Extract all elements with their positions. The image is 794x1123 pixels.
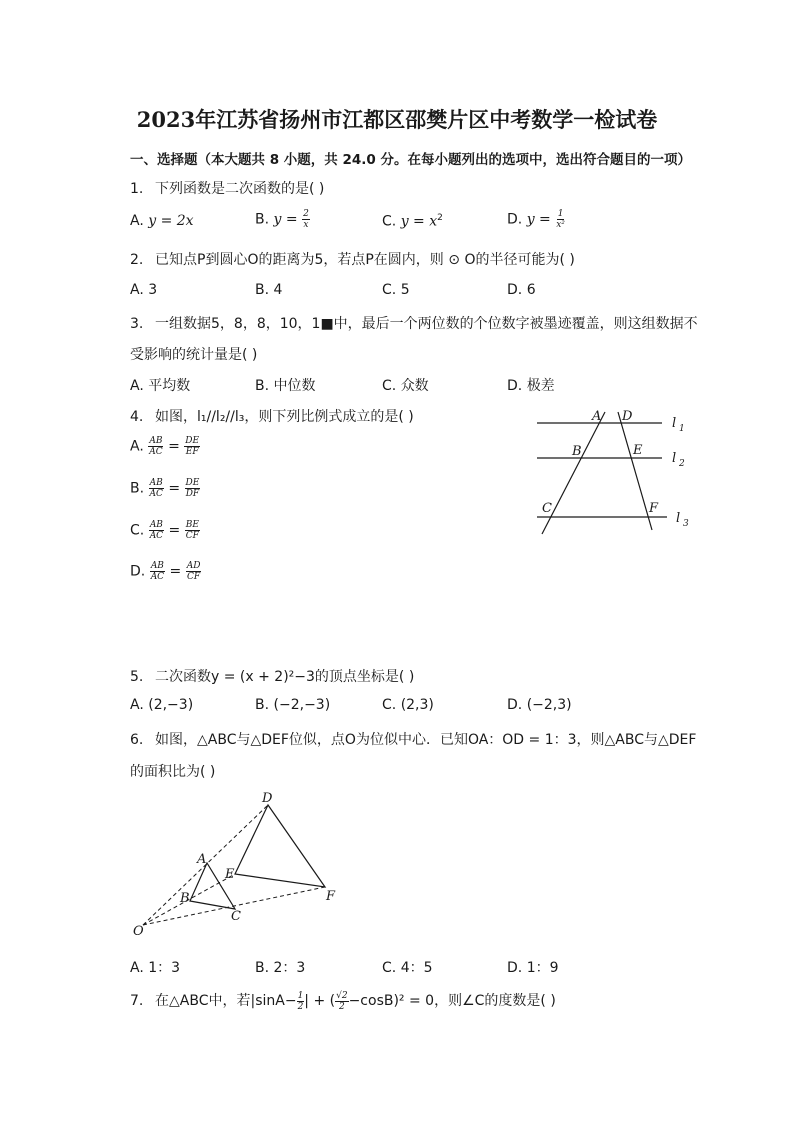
question-number: 6. [130,732,144,748]
option-c[interactable]: C. (2,3) [382,697,434,713]
fraction: $\frac{2}{x}$ [303,209,309,230]
option-c[interactable]: C. 众数 [382,378,429,394]
option-a[interactable]: A. 1：3 [130,960,181,976]
exponent: 2 [437,213,443,223]
question-number: 4. [130,409,144,425]
option-d[interactable]: D. 极差 [507,378,555,394]
option-label: C. [382,213,397,230]
label-c: C [542,501,552,516]
option-b[interactable]: B. 2：3 [255,960,306,976]
fraction: $\frac{√2}{2}$ [336,990,348,1012]
option-a[interactable] [130,213,194,229]
option-c[interactable] [382,213,443,230]
label-d: D [622,409,633,424]
section-heading: 一、选择题（本大题共 8 小题，共 24.0 分。在每小题列出的选项中，选出符合题目的一项） [130,152,692,168]
fraction: $\frac{1}{2}$ [297,990,304,1012]
question-text: 如图，△ABC与△DEF位似，点O为位似中心．已知OA：OD = 1：3，则△ABC与△DEF [155,732,697,748]
option-b[interactable]: B. $\frac{AB}{AC}$ = $\frac{DE}{DF}$ [130,478,200,499]
question-text: 下列函数是二次函数的是( ) [155,181,325,197]
question-5 [130,666,414,686]
homothety-figure [125,788,350,943]
option-a[interactable]: A. (2,−3) [130,697,194,713]
option-b[interactable]: B. 4 [255,282,283,298]
label-e: E [225,867,235,882]
label-l1: l [672,416,677,431]
question-number: 3. [130,316,144,332]
fraction: $\frac{1}{\text{x²}}$ [556,209,565,230]
label-o: O [133,924,144,939]
label-d: D [262,791,273,806]
question-3 [130,313,698,333]
option-math: y = 2x [148,213,194,229]
option-c[interactable]: C. 5 [382,282,410,298]
question-4 [130,406,414,426]
option-label: A. [130,213,144,229]
option-d[interactable] [507,209,566,230]
triangle-def [235,805,325,887]
question-number: 1. [130,181,144,197]
question-text-post: −cosB)² = 0，则∠C的度数是( ) [348,993,556,1009]
question-2 [130,249,575,269]
option-label: B. [255,211,270,228]
question-text-pre: 在△ABC中，若|sinA− [155,993,297,1009]
label-l2-sub: 2 [679,459,685,469]
question-6-line2: 的面积比为( ) [130,764,216,780]
question-1 [130,178,324,198]
option-b[interactable]: B. 中位数 [255,378,316,394]
option-d[interactable]: D. 1：9 [507,960,559,976]
label-b: B [180,891,190,906]
option-a[interactable]: A. 3 [130,282,158,298]
parallel-lines-figure [530,404,700,539]
option-b[interactable]: B. (−2,−3) [255,697,331,713]
transversal-df [618,412,652,530]
question-text: 一组数据5，8，8，10，1■中，最后一个两位数的个位数字被墨迹覆盖，则这组数据不 [155,316,698,332]
option-math: y = [526,211,556,228]
option-a[interactable]: A. $\frac{AB}{AC}$ = $\frac{DE}{EF}$ [130,436,200,457]
question-number: 2. [130,252,144,268]
question-text: 二次函数y = (x + 2)²−3的顶点坐标是( ) [155,669,415,685]
label-b: B [572,444,582,459]
question-6 [130,729,696,749]
option-d[interactable]: D. $\frac{AB}{AC}$ = $\frac{AD}{CF}$ [130,561,201,582]
option-math: y = [273,211,303,228]
option-c[interactable]: C. $\frac{AB}{AC}$ = $\frac{BE}{CF}$ [130,520,199,541]
label-l2: l [672,451,677,466]
label-f: F [326,889,336,904]
label-l3: l [676,511,681,526]
label-l1-sub: 1 [679,424,685,434]
label-l3-sub: 3 [683,519,689,529]
question-number: 5. [130,669,144,685]
label-e: E [633,443,643,458]
option-b[interactable] [255,209,310,230]
label-c: C [231,909,241,924]
option-a[interactable]: A. 平均数 [130,378,191,394]
exam-title: 2023年江苏省扬州市江都区邵樊片区中考数学一检试卷 [136,107,658,132]
label-f: F [649,501,659,516]
question-text: 如图，l₁//l₂//l₃，则下列比例式成立的是( ) [155,409,414,425]
question-text-mid: | + ( [304,993,336,1009]
option-d[interactable]: D. (−2,3) [507,697,572,713]
question-3-line2: 受影响的统计量是( ) [130,347,258,363]
label-a: A [197,852,207,867]
option-label: D. [507,211,523,228]
label-a: A [592,409,602,424]
question-number: 7. [130,993,144,1009]
question-7 [130,990,556,1012]
option-math: y = x [400,213,438,230]
option-c[interactable]: C. 4：5 [382,960,433,976]
option-d[interactable]: D. 6 [507,282,536,298]
question-text: 已知点P到圆心O的距离为5，若点P在圆内，则 ⊙ O的半径可能为( ) [155,252,575,268]
